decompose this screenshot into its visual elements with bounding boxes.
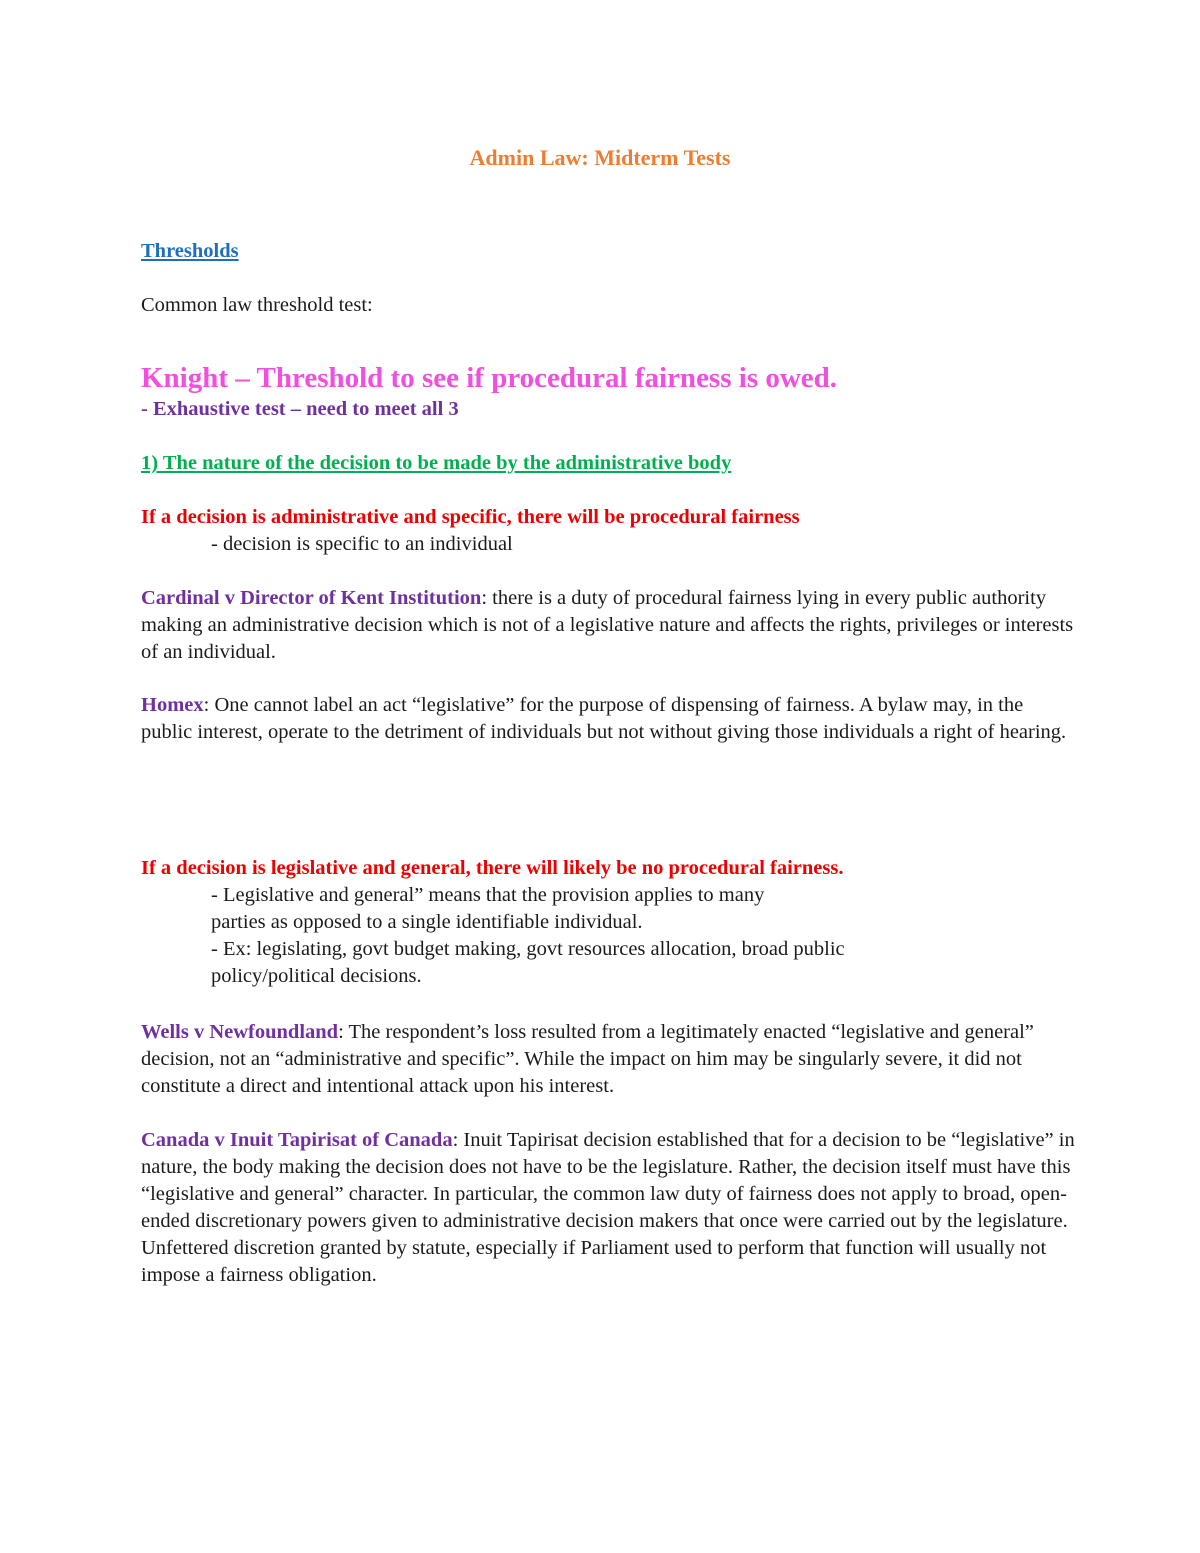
homex-text: : One cannot label an act “legislative” for the purpose of dispensing of fairness. A bylaw may, in the public interest, operate to the detriment of individuals but not without giving those individuals a right of hearing. [141, 694, 1067, 743]
legislative-note-1a: - Legislative and general” means that the provision applies to many [211, 884, 765, 906]
rule-admin-specific: If a decision is administrative and specific, there will be procedural fairness [141, 506, 800, 528]
cardinal-paragraph [141, 585, 1076, 666]
case-name-homex: Homex [141, 694, 204, 716]
legislative-note-2a: - Ex: legislating, govt budget making, govt resources allocation, broad public [211, 938, 845, 960]
section-heading-thresholds: Thresholds [141, 240, 239, 262]
rule-admin-specific-note: - decision is specific to an individual [211, 533, 513, 555]
case-name-cardinal: Cardinal v Director of Kent Institution [141, 587, 482, 609]
legislative-note-1b: parties as opposed to a single identifiable individual. [211, 911, 643, 933]
inuit-paragraph [141, 1127, 1076, 1289]
knight-heading: Knight – Threshold to see if procedural fairness is owed. [141, 362, 838, 394]
document-title: Admin Law: Midterm Tests [469, 145, 731, 170]
case-name-wells: Wells v Newfoundland [141, 1021, 339, 1043]
wells-text: : The respondent’s loss resulted from a legitimately enacted “legislative and general” decision, not an “administrative and specific”. While the impact on him may be singularly severe, it did not constitute a direct and intentional attack upon his interest. [141, 1021, 1034, 1097]
rule-legislative-general: If a decision is legislative and general, there will likely be no procedural fairness. [141, 857, 844, 879]
inuit-text: : Inuit Tapirisat decision established that for a decision to be “legislative” in nature, the body making the decision does not have to be the legislature. Rather, the decision itself must have this “legislative and general” character. In particular, the common law duty of fairness does not apply to broad, open-ended discretionary powers given to administrative decision makers that once were carried out by the legislature. Unfettered discretion granted by statute, especially if Parliament used to perform that function will usually not impose a fairness obligation. [141, 1129, 1075, 1286]
cardinal-text: : there is a duty of procedural fairness lying in every public authority making an administrative decision which is not of a legislative nature and affects the rights, privileges or interests of an individual. [141, 587, 1074, 663]
legislative-note-2b: policy/political decisions. [211, 965, 422, 987]
case-name-inuit: Canada v Inuit Tapirisat of Canada [141, 1129, 453, 1151]
wells-paragraph [141, 1019, 1076, 1100]
homex-paragraph [141, 692, 1076, 746]
common-law-intro: Common law threshold test: [141, 294, 373, 316]
criterion-1-heading: 1) The nature of the decision to be made by the administrative body [141, 452, 732, 474]
exhaustive-note: - Exhaustive test – need to meet all 3 [141, 398, 459, 420]
